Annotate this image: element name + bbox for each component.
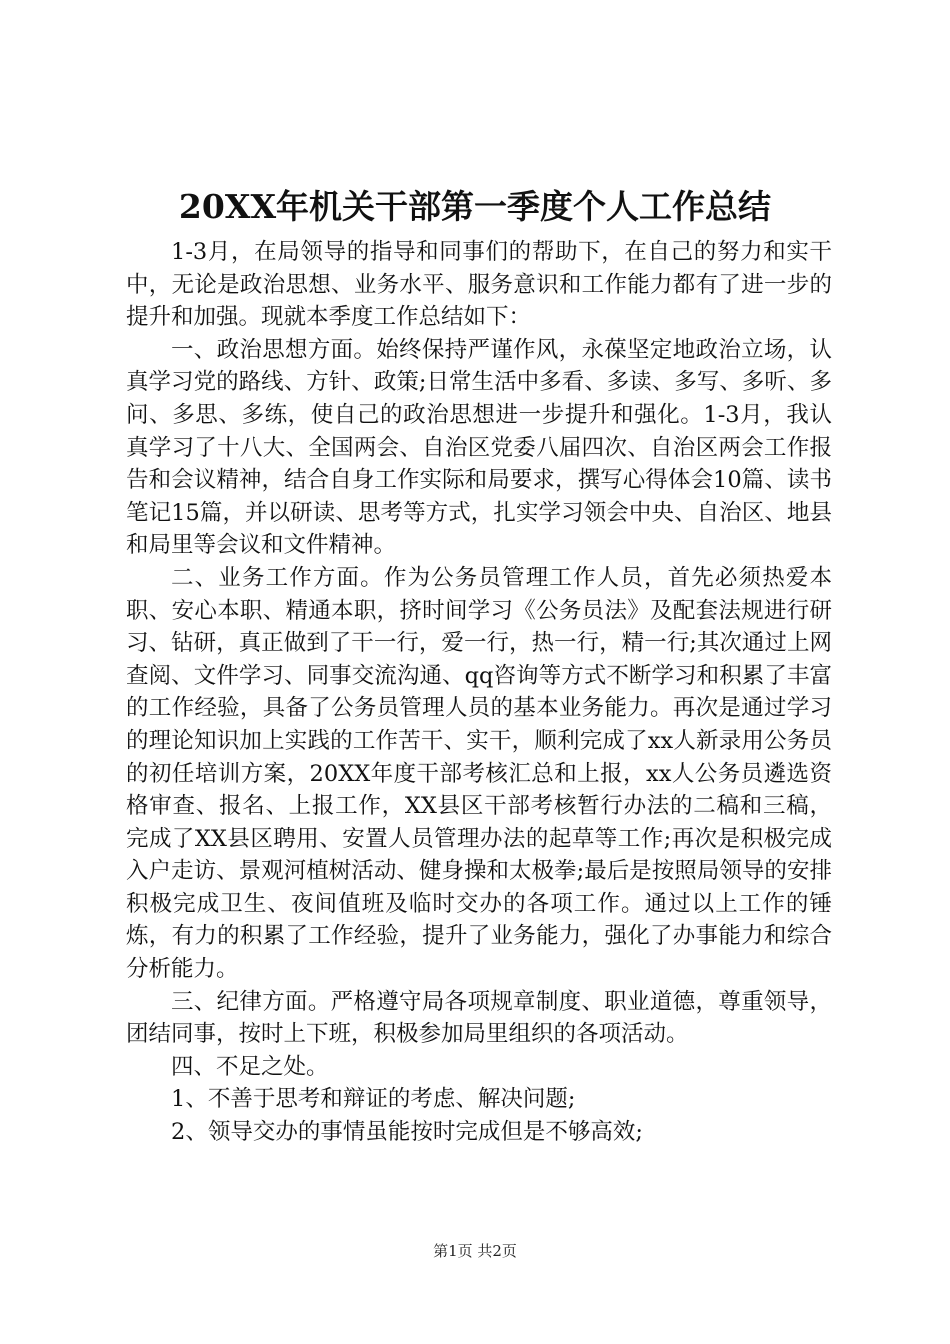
paragraph-business: 二、业务工作方面。作为公务员管理工作人员，首先必须热爱本职、安心本职、精通本职，挤时间学习《公务员法》及配套法规进行研习、钻研，真正做到了干一行，爱一行，热一行，精一行;其次通过上网查阅、文件学习、同事交流沟通、qq咨询等方式不断学习和积累了丰富的工作经验，具备了公务员管理人员的基本业务能力。再次是通过学习的理论知识加上实践的工作苦干、实干，顺利完成了xx人新录用公务员的初任培训方案，20XX年度干部考核汇总和上报，xx人公务员遴选资格审查、报名、上报工作，XX县区干部考核暂行办法的二稿和三稿，完成了XX县区聘用、安置人员管理办法的起草等工作;再次是积极完成入户走访、景观河植树活动、健身操和太极拳;最后是按照局领导的安排积极完成卫生、夜间值班及临时交办的各项工作。通过以上工作的锤炼，有力的积累了工作经验，提升了业务能力，强化了办事能力和综合分析能力。: [126, 564, 832, 983]
paragraph-shortcomings-heading: 四、不足之处。: [171, 1053, 329, 1080]
paragraph-intro: 1-3月，在局领导的指导和同事们的帮助下，在自己的努力和实干中，无论是政治思想、业务水平、服务意识和工作能力都有了进一步的提升和加强。现就本季度工作总结如下：: [126, 239, 832, 331]
page-footer: 第1页 共2页: [433, 1242, 517, 1260]
document-title: 20XX年机关干部第一季度个人工作总结: [178, 187, 772, 226]
paragraph-shortcoming-2: 2、领导交办的事情虽能按时完成但是不够高效;: [171, 1119, 643, 1146]
paragraph-shortcoming-1: 1、不善于思考和辩证的考虑、解决问题;: [171, 1086, 576, 1113]
document-body: [126, 236, 832, 1149]
paragraph-political: 一、政治思想方面。始终保持严谨作风，永葆坚定地政治立场，认真学习党的路线、方针、政策;日常生活中多看、多读、多写、多听、多问、多思、多练，使自己的政治思想进一步提升和强化。1-3月，我认真学习了十八大、全国两会、自治区党委八届四次、自治区两会工作报告和会议精神，结合自身工作实际和局要求，撰写心得体会10篇、读书笔记15篇，并以研读、思考等方式，扎实学习领会中央、自治区、地县和局里等会议和文件精神。: [126, 336, 832, 559]
paragraph-discipline: 三、纪律方面。严格遵守局各项规章制度、职业道德，尊重领导，团结同事，按时上下班，积极参加局里组织的各项活动。: [126, 988, 832, 1048]
